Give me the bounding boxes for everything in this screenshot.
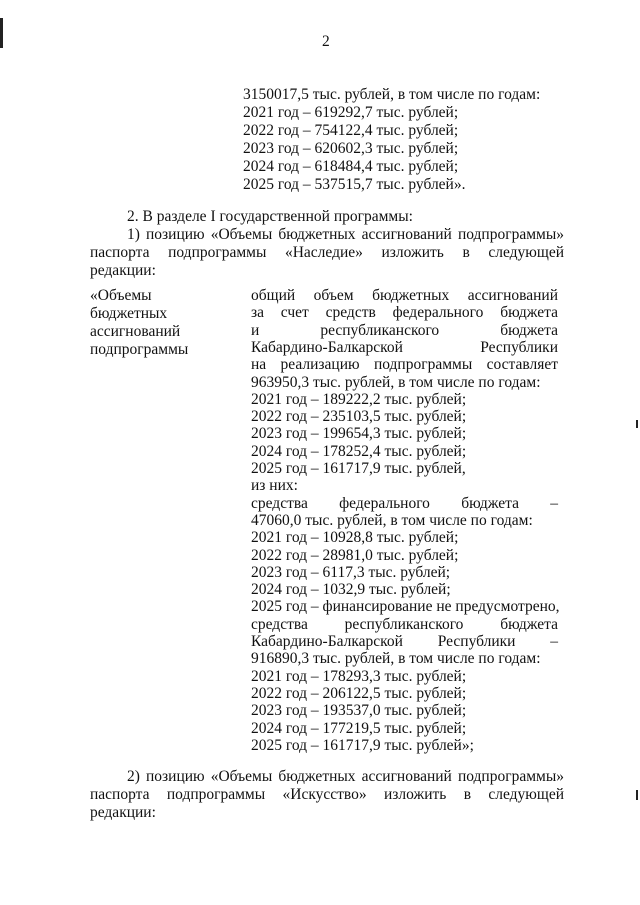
table-right-line: 2024 год – 177219,5 тыс. рублей; <box>251 719 467 737</box>
table-right-line: 2025 год – 161717,9 тыс. рублей, <box>251 460 466 477</box>
table-right-line: 2024 год – 1032,9 тыс. рублей; <box>251 581 451 599</box>
table-right-line: 2023 год – 193537,0 тыс. рублей; <box>251 702 467 720</box>
table-right-line: Кабардино-Балкарской Республики <box>251 338 558 356</box>
table-right-line: за счет средств федерального бюджета <box>251 304 558 322</box>
intro-line: 3150017,5 тыс. рублей, в том числе по годам: <box>243 86 541 103</box>
table-right-line: 2022 год – 235103,5 тыс. рублей; <box>251 408 467 426</box>
table-right-line: 47060,0 тыс. рублей, в том числе по годам: <box>251 511 533 529</box>
table-right-line: 2022 год – 206122,5 тыс. рублей; <box>251 684 467 702</box>
table-right-line: 2023 год – 199654,3 тыс. рублей; <box>251 425 467 443</box>
table-right-line: общий объем бюджетных ассигнований <box>251 287 558 304</box>
table-right-line: 2025 год – 161717,9 тыс. рублей»; <box>251 736 474 754</box>
table-right-line: 963950,3 тыс. рублей, в том числе по годам: <box>251 373 541 391</box>
scan-edge-mark-left <box>0 18 3 48</box>
scan-edge-mark-right-lower <box>636 790 638 800</box>
section-heading: 2. В разделе I государственной программы: <box>127 208 413 225</box>
table-right-line: из них: <box>251 477 298 495</box>
item1-line: 1) позицию «Объемы бюджетных ассигнований подпрограммы» <box>127 226 564 243</box>
item2-line: редакции: <box>90 804 156 821</box>
table-left-line: ассигнований <box>90 323 181 340</box>
table-right-line: 2021 год – 10928,8 тыс. рублей; <box>251 529 459 547</box>
item1-line: редакции: <box>90 262 156 279</box>
page-number: 2 <box>322 33 330 50</box>
table-left-line: подпрограммы <box>90 341 189 358</box>
table-right-line: 2025 год – финансирование не предусмотрено, <box>251 598 560 616</box>
intro-line: 2024 год – 618484,4 тыс. рублей; <box>243 158 459 175</box>
table-right-line: 2024 год – 178252,4 тыс. рублей; <box>251 442 467 460</box>
intro-line: 2021 год – 619292,7 тыс. рублей; <box>243 104 459 121</box>
table-right-line: 916890,3 тыс. рублей, в том числе по годам: <box>251 650 541 668</box>
scan-edge-mark-right <box>636 420 638 428</box>
item1-line: паспорта подпрограммы «Наследие» изложить в следующей <box>90 244 564 261</box>
table-left-line: «Объемы <box>90 287 152 304</box>
table-right-line: на реализацию подпрограммы составляет <box>251 356 558 374</box>
intro-line: 2023 год – 620602,3 тыс. рублей; <box>243 140 459 157</box>
table-right-line: 2021 год – 189222,2 тыс. рублей; <box>251 390 467 408</box>
table-right-line: средства республиканского бюджета <box>251 615 558 633</box>
item2-line: 2) позицию «Объемы бюджетных ассигнований подпрограммы» <box>127 768 564 785</box>
table-right-line: 2022 год – 28981,0 тыс. рублей; <box>251 546 459 564</box>
table-right-line: и республиканского бюджета <box>251 321 558 339</box>
intro-line: 2022 год – 754122,4 тыс. рублей; <box>243 122 459 139</box>
table-right-line: 2021 год – 178293,3 тыс. рублей; <box>251 667 467 685</box>
item2-line: паспорта подпрограммы «Искусство» изложить в следующей <box>90 786 564 803</box>
table-right-line: 2023 год – 6117,3 тыс. рублей; <box>251 563 451 581</box>
intro-line: 2025 год – 537515,7 тыс. рублей». <box>243 176 466 193</box>
table-left-line: бюджетных <box>90 305 168 322</box>
table-right-line: средства федерального бюджета – <box>251 494 558 512</box>
table-right-line: Кабардино-Балкарской Республики – <box>251 633 558 650</box>
